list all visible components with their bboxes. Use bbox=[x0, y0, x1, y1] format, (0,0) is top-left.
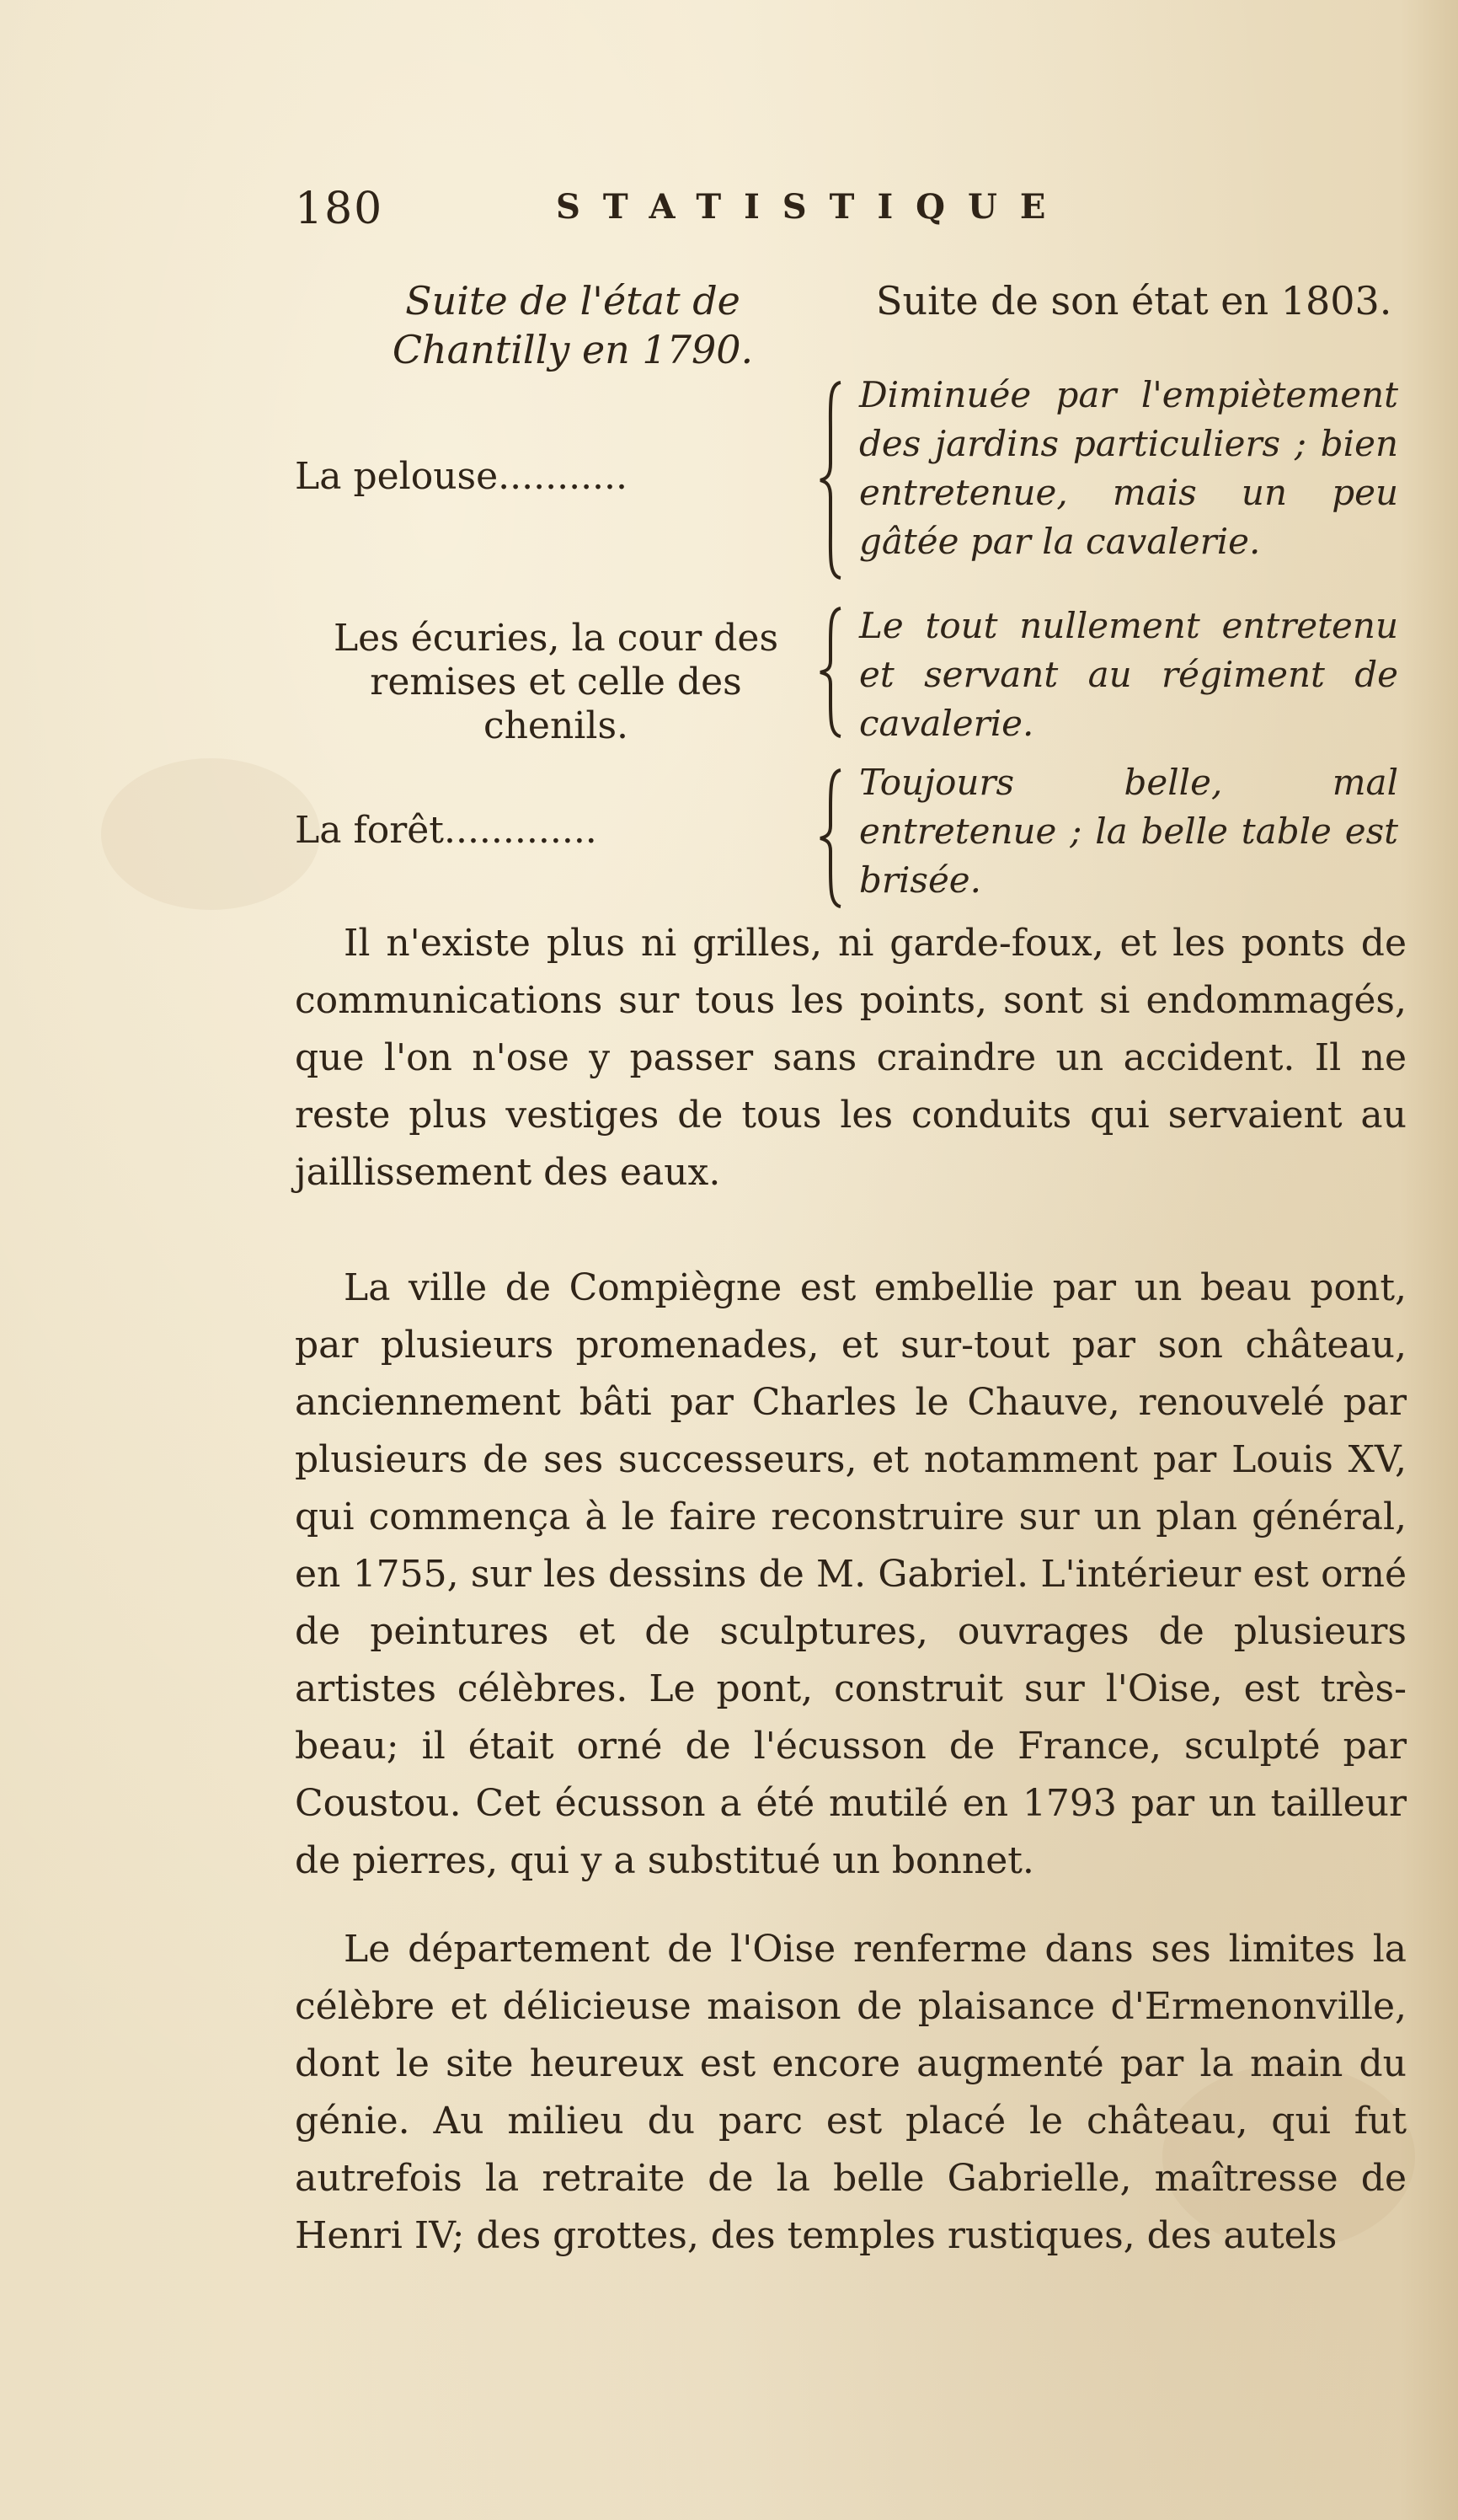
row-label bbox=[295, 809, 817, 853]
row-description bbox=[859, 602, 1398, 748]
paragraph-bridges: Il n'existe plus ni grilles, ni garde-foux, et les ponts de communications sur tous les points, sont si endommagés, que l'on n'ose y passer sans craindre un accident. Il ne reste plus vestiges de tous les conduits qui servaient au jaillissement des eaux. bbox=[295, 922, 1407, 1194]
left-column-header: Suite de l'état de Chantilly en 1790. bbox=[392, 278, 754, 372]
paragraph-compiegne: La ville de Compiègne est embellie par un beau pont, par plusieurs promenades, et sur-tout par son château, anciennement bâti par Charles le Chauve, renouvelé par plusieurs de ses successeurs, et notamment par Louis XV, qui commença à le faire reconstruire sur un plan général, en 1755, sur les dessins de M. Gabriel. L'intérieur est orné de peintures et de sculptures, ouvrages de plusieurs artistes célèbres. Le pont, construit sur l'Oise, est très-beau; il était orné de l'écusson de France, sculpté par Coustou. Cet écusson a été mutilé en 1793 par un tailleur de pierres, qui y a substitué un bonnet. bbox=[295, 1266, 1407, 1882]
column-headers bbox=[295, 268, 1407, 372]
row-description-text: Toujours belle, mal entretenue ; la belle table est brisée. bbox=[859, 762, 1398, 901]
row-description-text: Le tout nullement entretenu et servant au régiment de cavalerie. bbox=[859, 605, 1398, 744]
row-description bbox=[859, 371, 1398, 566]
curly-brace-icon bbox=[817, 605, 846, 740]
row-label bbox=[295, 455, 817, 499]
row-label bbox=[295, 617, 817, 748]
row-description-text: Diminuée par l'empiètement des jardins particuliers ; bien entretenue, mais un peu gâtée par la cavalerie. bbox=[859, 374, 1398, 562]
state-comparison-table bbox=[295, 371, 1407, 915]
curly-brace-icon bbox=[817, 379, 846, 581]
running-head-title: STATISTIQUE bbox=[556, 187, 1069, 227]
right-column-header: Suite de son état en 1803. bbox=[876, 278, 1392, 324]
page-number: 180 bbox=[295, 184, 384, 234]
row-label-text: Les écuries, la cour des remises et celle des chenils. bbox=[333, 617, 791, 747]
row-label-text: La pelouse........... bbox=[295, 455, 628, 498]
table-row bbox=[295, 590, 1407, 758]
running-head bbox=[295, 184, 1137, 234]
paper-stain bbox=[101, 758, 320, 910]
table-row bbox=[295, 758, 1407, 915]
row-label-text: La forêt............. bbox=[295, 809, 597, 852]
row-description bbox=[859, 758, 1398, 905]
table-row bbox=[295, 371, 1407, 590]
curly-brace-icon bbox=[817, 767, 846, 910]
paragraph-ermenonville: Le département de l'Oise renferme dans ses limites la célèbre et délicieuse maison de plaisance d'Ermenonville, dont le site heureux est encore augmenté par la main du génie. Au milieu du parc est placé le château, qui fut autrefois la retraite de la belle Gabrielle, maîtresse de Henri IV; des grottes, des temples rustiques, des autels bbox=[295, 1928, 1407, 2257]
